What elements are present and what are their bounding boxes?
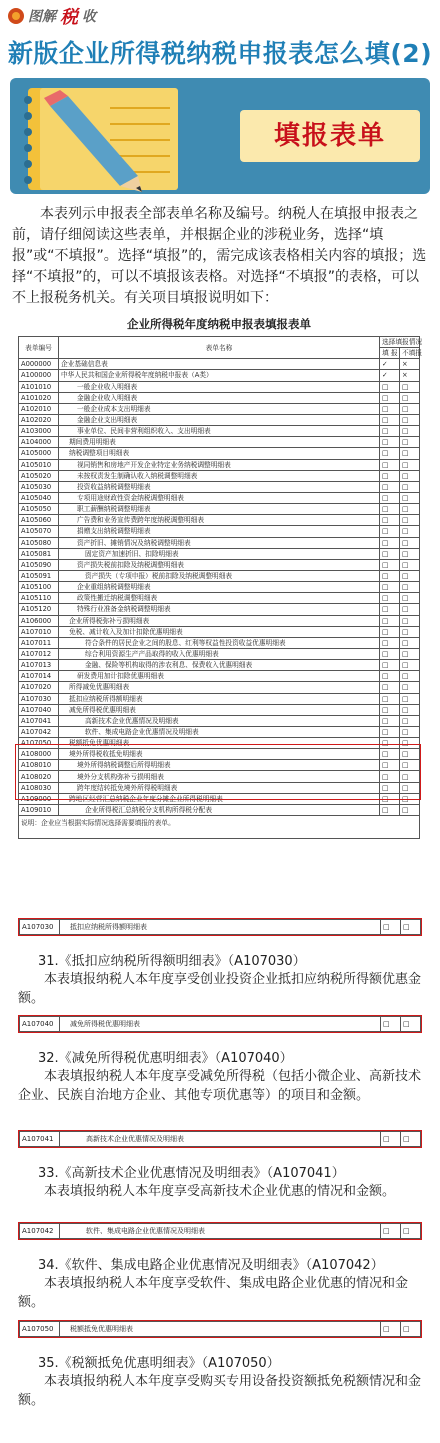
row-code: A101020 xyxy=(19,392,59,403)
fill-checkbox[interactable]: □ xyxy=(380,693,400,704)
row-name: 企业基础信息表 xyxy=(59,359,380,370)
row-code: A107042 xyxy=(19,726,59,737)
nofill-checkbox[interactable]: □ xyxy=(400,671,420,682)
table-row xyxy=(19,515,420,526)
fill-checkbox[interactable]: □ xyxy=(380,548,400,559)
nofill-checkbox[interactable]: × xyxy=(400,370,420,381)
row-name: 期间费用明细表 xyxy=(59,437,380,448)
table-row xyxy=(19,481,420,492)
fill-checkbox[interactable]: □ xyxy=(380,403,400,414)
nofill-checkbox[interactable]: □ xyxy=(400,470,420,481)
brand-text-pre: 图解 xyxy=(28,9,56,25)
highlighted-row xyxy=(18,1015,422,1033)
table-row xyxy=(19,470,420,481)
nofill-checkbox[interactable]: □ xyxy=(400,548,420,559)
row-code: A105060 xyxy=(19,515,59,526)
row-name: 减免所得税优惠明细表 xyxy=(59,704,380,715)
fill-checkbox[interactable]: □ xyxy=(380,537,400,548)
nofill-checkbox[interactable]: □ xyxy=(400,726,420,737)
fill-checkbox[interactable]: □ xyxy=(380,481,400,492)
table-row xyxy=(19,704,420,715)
row-name: 事业单位、民间非营利组织收入、支出明细表 xyxy=(59,426,380,437)
header-choose: 选择填报情况 xyxy=(380,337,420,348)
row-code: A103000 xyxy=(19,426,59,437)
row-code: A105081 xyxy=(19,548,59,559)
table-row xyxy=(19,403,420,414)
fill-checkbox[interactable]: □ xyxy=(380,660,400,671)
highlighted-row xyxy=(18,918,422,936)
table-row xyxy=(19,414,420,425)
table-row xyxy=(19,671,420,682)
row-code: A107050 xyxy=(20,1322,60,1337)
section-body: 本表填报纳税人本年度享受创业投资企业抵扣应纳税所得额优惠金额。 xyxy=(18,972,422,1006)
row-code: A105120 xyxy=(19,604,59,615)
nofill-checkbox[interactable]: □ xyxy=(400,459,420,470)
row-code: A105040 xyxy=(19,492,59,503)
fill-checkbox[interactable]: □ xyxy=(380,626,400,637)
table-row xyxy=(19,392,420,403)
row-code: A105080 xyxy=(19,537,59,548)
fill-checkbox[interactable]: □ xyxy=(380,414,400,425)
table-row xyxy=(19,726,420,737)
fill-checkbox[interactable]: □ xyxy=(380,426,400,437)
row-code: A105010 xyxy=(19,459,59,470)
nofill-checkbox[interactable]: □ xyxy=(400,570,420,581)
row-code: A107040 xyxy=(19,704,59,715)
nofill-checkbox[interactable]: □ xyxy=(401,920,421,935)
row-name: 捐赠支出纳税调整明细表 xyxy=(59,526,380,537)
fill-checkbox[interactable]: □ xyxy=(380,526,400,537)
header-nofill: 不填报 xyxy=(400,348,420,359)
nofill-checkbox[interactable]: □ xyxy=(400,559,420,570)
nofill-checkbox[interactable]: □ xyxy=(400,637,420,648)
row-code: A105091 xyxy=(19,570,59,581)
section-title: 33.《高新技术企业优惠情况及明细表》（A107041） xyxy=(38,1166,345,1181)
nofill-checkbox[interactable]: □ xyxy=(400,537,420,548)
table-row xyxy=(19,537,420,548)
table-row xyxy=(19,738,420,749)
fill-checkbox[interactable]: □ xyxy=(380,671,400,682)
row-name: 境外所得税收抵免明细表 xyxy=(59,749,380,760)
nofill-checkbox[interactable]: □ xyxy=(400,381,420,392)
table-row xyxy=(19,760,420,771)
row-name: 跨地区经营汇总纳税企业年度分摊企业所得税明细表 xyxy=(59,793,380,804)
table-row xyxy=(19,693,420,704)
row-code: A105110 xyxy=(19,593,59,604)
table-row xyxy=(19,593,420,604)
row-code: A105000 xyxy=(19,448,59,459)
nofill-checkbox[interactable]: □ xyxy=(400,448,420,459)
row-name: 高新技术企业优惠情况及明细表 xyxy=(60,1132,381,1147)
fill-checkbox[interactable]: □ xyxy=(380,392,400,403)
row-name: 免税、减计收入及加计扣除优惠明细表 xyxy=(59,626,380,637)
section-body: 本表填报纳税人本年度享受减免所得税（包括小微企业、高新技术企业、民族自治地方企业、其他专项优惠等）的项目和金额。 xyxy=(18,1069,422,1103)
row-name: 未按权责发生制确认收入纳税调整明细表 xyxy=(59,470,380,481)
fill-checkbox[interactable]: □ xyxy=(380,782,400,793)
intro-paragraph: 本表列示申报表全部表单名称及编号。纳税人在填报申报表之前，请仔细阅读这些表单，并根据企业的涉税业务，选择“填报”或“不填报”。选择“填报”的，需完成该表格相关内容的填报；选择“不填报”的，可以不填报该表格。对选择“不填报”的表格，可以不上报税务机关。有关项目填报说明如下： xyxy=(12,206,427,306)
row-name: 企业所得税弥补亏损明细表 xyxy=(59,615,380,626)
row-name: 一般企业收入明细表 xyxy=(59,381,380,392)
table-row xyxy=(19,771,420,782)
fill-checkbox[interactable]: □ xyxy=(380,515,400,526)
row-name: 特殊行业准备金纳税调整明细表 xyxy=(59,604,380,615)
table-row xyxy=(19,615,420,626)
row-code: A107020 xyxy=(19,682,59,693)
row-code: A107010 xyxy=(19,626,59,637)
fill-checkbox[interactable]: □ xyxy=(380,793,400,804)
nofill-checkbox[interactable]: □ xyxy=(400,426,420,437)
table-row xyxy=(19,504,420,515)
nofill-checkbox[interactable]: □ xyxy=(401,1017,421,1032)
nofill-checkbox[interactable]: □ xyxy=(400,793,420,804)
form-list-table xyxy=(18,316,423,839)
row-name: 税额抵免优惠明细表 xyxy=(60,1322,381,1337)
row-code: A108010 xyxy=(19,760,59,771)
row-name: 金融企业支出明细表 xyxy=(59,414,380,425)
nofill-checkbox[interactable]: □ xyxy=(400,771,420,782)
row-name: 金融企业收入明细表 xyxy=(59,392,380,403)
row-name: 综合利用资源生产产品取得的收入优惠明细表 xyxy=(59,648,380,659)
nofill-checkbox[interactable]: □ xyxy=(400,604,420,615)
nofill-checkbox[interactable]: □ xyxy=(401,1132,421,1147)
row-code: A100000 xyxy=(19,370,59,381)
table-row xyxy=(19,426,420,437)
row-code: A104000 xyxy=(19,437,59,448)
section-title: 35.《税额抵免优惠明细表》（A107050） xyxy=(38,1356,280,1371)
table-row xyxy=(19,793,420,804)
row-code: A107014 xyxy=(19,671,59,682)
table-row xyxy=(19,715,420,726)
hero-banner xyxy=(10,78,430,194)
row-code: A107050 xyxy=(19,738,59,749)
fill-checkbox[interactable]: □ xyxy=(380,771,400,782)
fill-checkbox[interactable]: □ xyxy=(380,448,400,459)
row-code: A000000 xyxy=(19,359,59,370)
row-name: 广告费和业务宣传费跨年度纳税调整明细表 xyxy=(59,515,380,526)
nofill-checkbox[interactable]: □ xyxy=(400,715,420,726)
fill-checkbox[interactable]: ✓ xyxy=(380,359,400,370)
table-row xyxy=(19,637,420,648)
row-name: 中华人民共和国企业所得税年度纳税申报表（A类） xyxy=(59,370,380,381)
table-row xyxy=(19,804,420,815)
table-row xyxy=(19,459,420,470)
logo-icon xyxy=(8,8,24,24)
fill-checkbox[interactable]: □ xyxy=(380,749,400,760)
highlighted-row xyxy=(18,1130,422,1148)
nofill-checkbox[interactable]: □ xyxy=(401,1224,421,1239)
nofill-checkbox[interactable]: □ xyxy=(400,481,420,492)
fill-checkbox[interactable]: □ xyxy=(380,738,400,749)
section-body: 本表填报纳税人本年度享受购买专用设备投资额抵免税额情况和金额。 xyxy=(18,1374,422,1408)
section-title: 31.《抵扣应纳税所得额明细表》（A107030） xyxy=(38,954,306,969)
row-code: A108000 xyxy=(19,749,59,760)
fill-checkbox[interactable]: □ xyxy=(381,1322,401,1337)
row-code: A108020 xyxy=(19,771,59,782)
nofill-checkbox[interactable]: □ xyxy=(400,804,420,815)
row-code: A109010 xyxy=(19,804,59,815)
row-name: 纳税调整项目明细表 xyxy=(59,448,380,459)
row-code: A107011 xyxy=(19,637,59,648)
row-name: 资产折旧、摊销情况及纳税调整明细表 xyxy=(59,537,380,548)
fill-checkbox[interactable]: □ xyxy=(381,1132,401,1147)
table-row xyxy=(19,526,420,537)
nofill-checkbox[interactable]: □ xyxy=(400,582,420,593)
table-row xyxy=(19,604,420,615)
fill-checkbox[interactable]: □ xyxy=(380,637,400,648)
row-name: 境外分支机构弥补亏损明细表 xyxy=(59,771,380,782)
table-row xyxy=(19,548,420,559)
fill-checkbox[interactable]: □ xyxy=(380,726,400,737)
fill-checkbox[interactable]: □ xyxy=(380,648,400,659)
table-row xyxy=(19,448,420,459)
row-code: A107013 xyxy=(19,660,59,671)
fill-checkbox[interactable]: □ xyxy=(380,615,400,626)
row-code: A107041 xyxy=(19,715,59,726)
row-code: A105070 xyxy=(19,526,59,537)
row-code: A107041 xyxy=(20,1132,60,1147)
row-name: 政策性搬迁纳税调整明细表 xyxy=(59,593,380,604)
fill-checkbox[interactable]: □ xyxy=(380,570,400,581)
fill-checkbox[interactable]: □ xyxy=(380,704,400,715)
nofill-checkbox[interactable]: □ xyxy=(400,693,420,704)
row-name: 金融、保险等机构取得的涉农利息、保费收入优惠明细表 xyxy=(59,660,380,671)
nofill-checkbox[interactable]: □ xyxy=(400,749,420,760)
row-name: 一般企业成本支出明细表 xyxy=(59,403,380,414)
notebook-pencil-icon xyxy=(20,84,195,194)
fill-checkbox[interactable]: □ xyxy=(380,437,400,448)
section-title: 34.《软件、集成电路企业优惠情况及明细表》（A107042） xyxy=(38,1258,384,1273)
section-title: 32.《减免所得税优惠明细表》（A107040） xyxy=(38,1051,293,1066)
nofill-checkbox[interactable]: □ xyxy=(400,782,420,793)
table-row xyxy=(19,492,420,503)
fill-checkbox[interactable]: □ xyxy=(380,381,400,392)
nofill-checkbox[interactable]: □ xyxy=(400,392,420,403)
row-name: 跨年度结转抵免境外所得税明细表 xyxy=(59,782,380,793)
table-row xyxy=(19,782,420,793)
table-row xyxy=(19,370,420,381)
nofill-checkbox[interactable]: □ xyxy=(400,738,420,749)
row-code: A105090 xyxy=(19,559,59,570)
row-name: 企业重组纳税调整明细表 xyxy=(59,582,380,593)
nofill-checkbox[interactable]: □ xyxy=(400,682,420,693)
row-name: 减免所得税优惠明细表 xyxy=(60,1017,381,1032)
row-code: A109000 xyxy=(19,793,59,804)
row-name: 税额抵免优惠明细表 xyxy=(59,738,380,749)
row-name: 固定资产加速折旧、扣除明细表 xyxy=(59,548,380,559)
fill-checkbox[interactable]: □ xyxy=(380,582,400,593)
fill-checkbox[interactable]: ✓ xyxy=(380,370,400,381)
highlighted-row xyxy=(18,1320,422,1338)
fill-checkbox[interactable]: □ xyxy=(380,492,400,503)
table-title: 企业所得税年度纳税申报表填报表单 xyxy=(127,317,311,331)
fill-checkbox[interactable]: □ xyxy=(381,1224,401,1239)
nofill-checkbox[interactable]: □ xyxy=(400,615,420,626)
table-row xyxy=(19,359,420,370)
header-fill: 填 报 xyxy=(380,348,400,359)
highlighted-row xyxy=(18,1222,422,1240)
nofill-checkbox[interactable]: □ xyxy=(400,515,420,526)
nofill-checkbox[interactable]: × xyxy=(400,359,420,370)
row-name: 资产损失税前扣除及纳税调整明细表 xyxy=(59,559,380,570)
table-row xyxy=(19,682,420,693)
row-name: 视同销售和房地产开发企业特定业务纳税调整明细表 xyxy=(59,459,380,470)
table-row xyxy=(19,437,420,448)
table-row xyxy=(19,660,420,671)
row-code: A102010 xyxy=(19,403,59,414)
table-row xyxy=(19,381,420,392)
nofill-checkbox[interactable]: □ xyxy=(400,648,420,659)
row-name: 抵扣应纳税所得额明细表 xyxy=(59,693,380,704)
fill-checkbox[interactable]: □ xyxy=(380,459,400,470)
table-note: 说明：企业应当根据实际情况选择需要填报的表单。 xyxy=(18,816,420,839)
row-code: A102020 xyxy=(19,414,59,425)
nofill-checkbox[interactable]: □ xyxy=(400,504,420,515)
nofill-checkbox[interactable]: □ xyxy=(400,593,420,604)
brand-logo xyxy=(8,6,96,26)
row-name: 所得减免优惠明细表 xyxy=(59,682,380,693)
nofill-checkbox[interactable]: □ xyxy=(400,704,420,715)
row-code: A107030 xyxy=(19,693,59,704)
fill-checkbox[interactable]: □ xyxy=(380,715,400,726)
fill-checkbox[interactable]: □ xyxy=(380,559,400,570)
fill-checkbox[interactable]: □ xyxy=(380,470,400,481)
nofill-checkbox[interactable]: □ xyxy=(400,660,420,671)
section-body: 本表填报纳税人本年度享受软件、集成电路企业优惠的情况和金额。 xyxy=(18,1276,409,1310)
nofill-checkbox[interactable]: □ xyxy=(401,1322,421,1337)
row-code: A107042 xyxy=(20,1224,60,1239)
row-code: A107012 xyxy=(19,648,59,659)
row-code: A105050 xyxy=(19,504,59,515)
fill-checkbox[interactable]: □ xyxy=(381,1017,401,1032)
table-row xyxy=(19,570,420,581)
fill-checkbox[interactable]: □ xyxy=(380,682,400,693)
row-name: 专项用途财政性资金纳税调整明细表 xyxy=(59,492,380,503)
nofill-checkbox[interactable]: □ xyxy=(400,437,420,448)
row-code: A105020 xyxy=(19,470,59,481)
row-name: 研发费用加计扣除优惠明细表 xyxy=(59,671,380,682)
row-name: 抵扣应纳税所得额明细表 xyxy=(60,920,381,935)
row-code: A106000 xyxy=(19,615,59,626)
row-name: 投资收益纳税调整明细表 xyxy=(59,481,380,492)
row-name: 职工薪酬纳税调整明细表 xyxy=(59,504,380,515)
row-code: A105100 xyxy=(19,582,59,593)
table-row xyxy=(19,648,420,659)
nofill-checkbox[interactable]: □ xyxy=(400,492,420,503)
nofill-checkbox[interactable]: □ xyxy=(400,626,420,637)
header-name: 表单名称 xyxy=(59,337,380,359)
row-name: 境外所得纳税调整后所得明细表 xyxy=(59,760,380,771)
fill-checkbox[interactable]: □ xyxy=(380,604,400,615)
row-code: A107030 xyxy=(20,920,60,935)
row-name: 资产损失（专项申报）税前扣除及纳税调整明细表 xyxy=(59,570,380,581)
table-row xyxy=(19,582,420,593)
table-row xyxy=(19,626,420,637)
nofill-checkbox[interactable]: □ xyxy=(400,760,420,771)
row-name: 软件、集成电路企业优惠情况及明细表 xyxy=(60,1224,381,1239)
header-code: 表单编号 xyxy=(19,337,59,359)
fill-checkbox[interactable]: □ xyxy=(381,920,401,935)
page-title: 新版企业所得税纳税申报表怎么填(2) xyxy=(7,39,433,68)
section-body: 本表填报纳税人本年度享受高新技术企业优惠的情况和金额。 xyxy=(44,1184,396,1199)
fill-checkbox[interactable]: □ xyxy=(380,504,400,515)
row-code: A105030 xyxy=(19,481,59,492)
row-code: A101010 xyxy=(19,381,59,392)
banner-label: 填报表单 xyxy=(240,110,420,162)
fill-checkbox[interactable]: □ xyxy=(380,804,400,815)
nofill-checkbox[interactable]: □ xyxy=(400,526,420,537)
row-name: 符合条件的居民企业之间的股息、红利等权益性投资收益优惠明细表 xyxy=(59,637,380,648)
row-name: 高新技术企业优惠情况及明细表 xyxy=(59,715,380,726)
fill-checkbox[interactable]: □ xyxy=(380,760,400,771)
row-name: 软件、集成电路企业优惠情况及明细表 xyxy=(59,726,380,737)
row-code: A108030 xyxy=(19,782,59,793)
nofill-checkbox[interactable]: □ xyxy=(400,403,420,414)
brand-text-shui: 税 xyxy=(60,7,78,28)
row-name: 企业所得税汇总纳税分支机构所得税分配表 xyxy=(59,804,380,815)
brand-text-post: 收 xyxy=(82,9,96,25)
table-row xyxy=(19,559,420,570)
fill-checkbox[interactable]: □ xyxy=(380,593,400,604)
nofill-checkbox[interactable]: □ xyxy=(400,414,420,425)
table-row xyxy=(19,749,420,760)
row-code: A107040 xyxy=(20,1017,60,1032)
